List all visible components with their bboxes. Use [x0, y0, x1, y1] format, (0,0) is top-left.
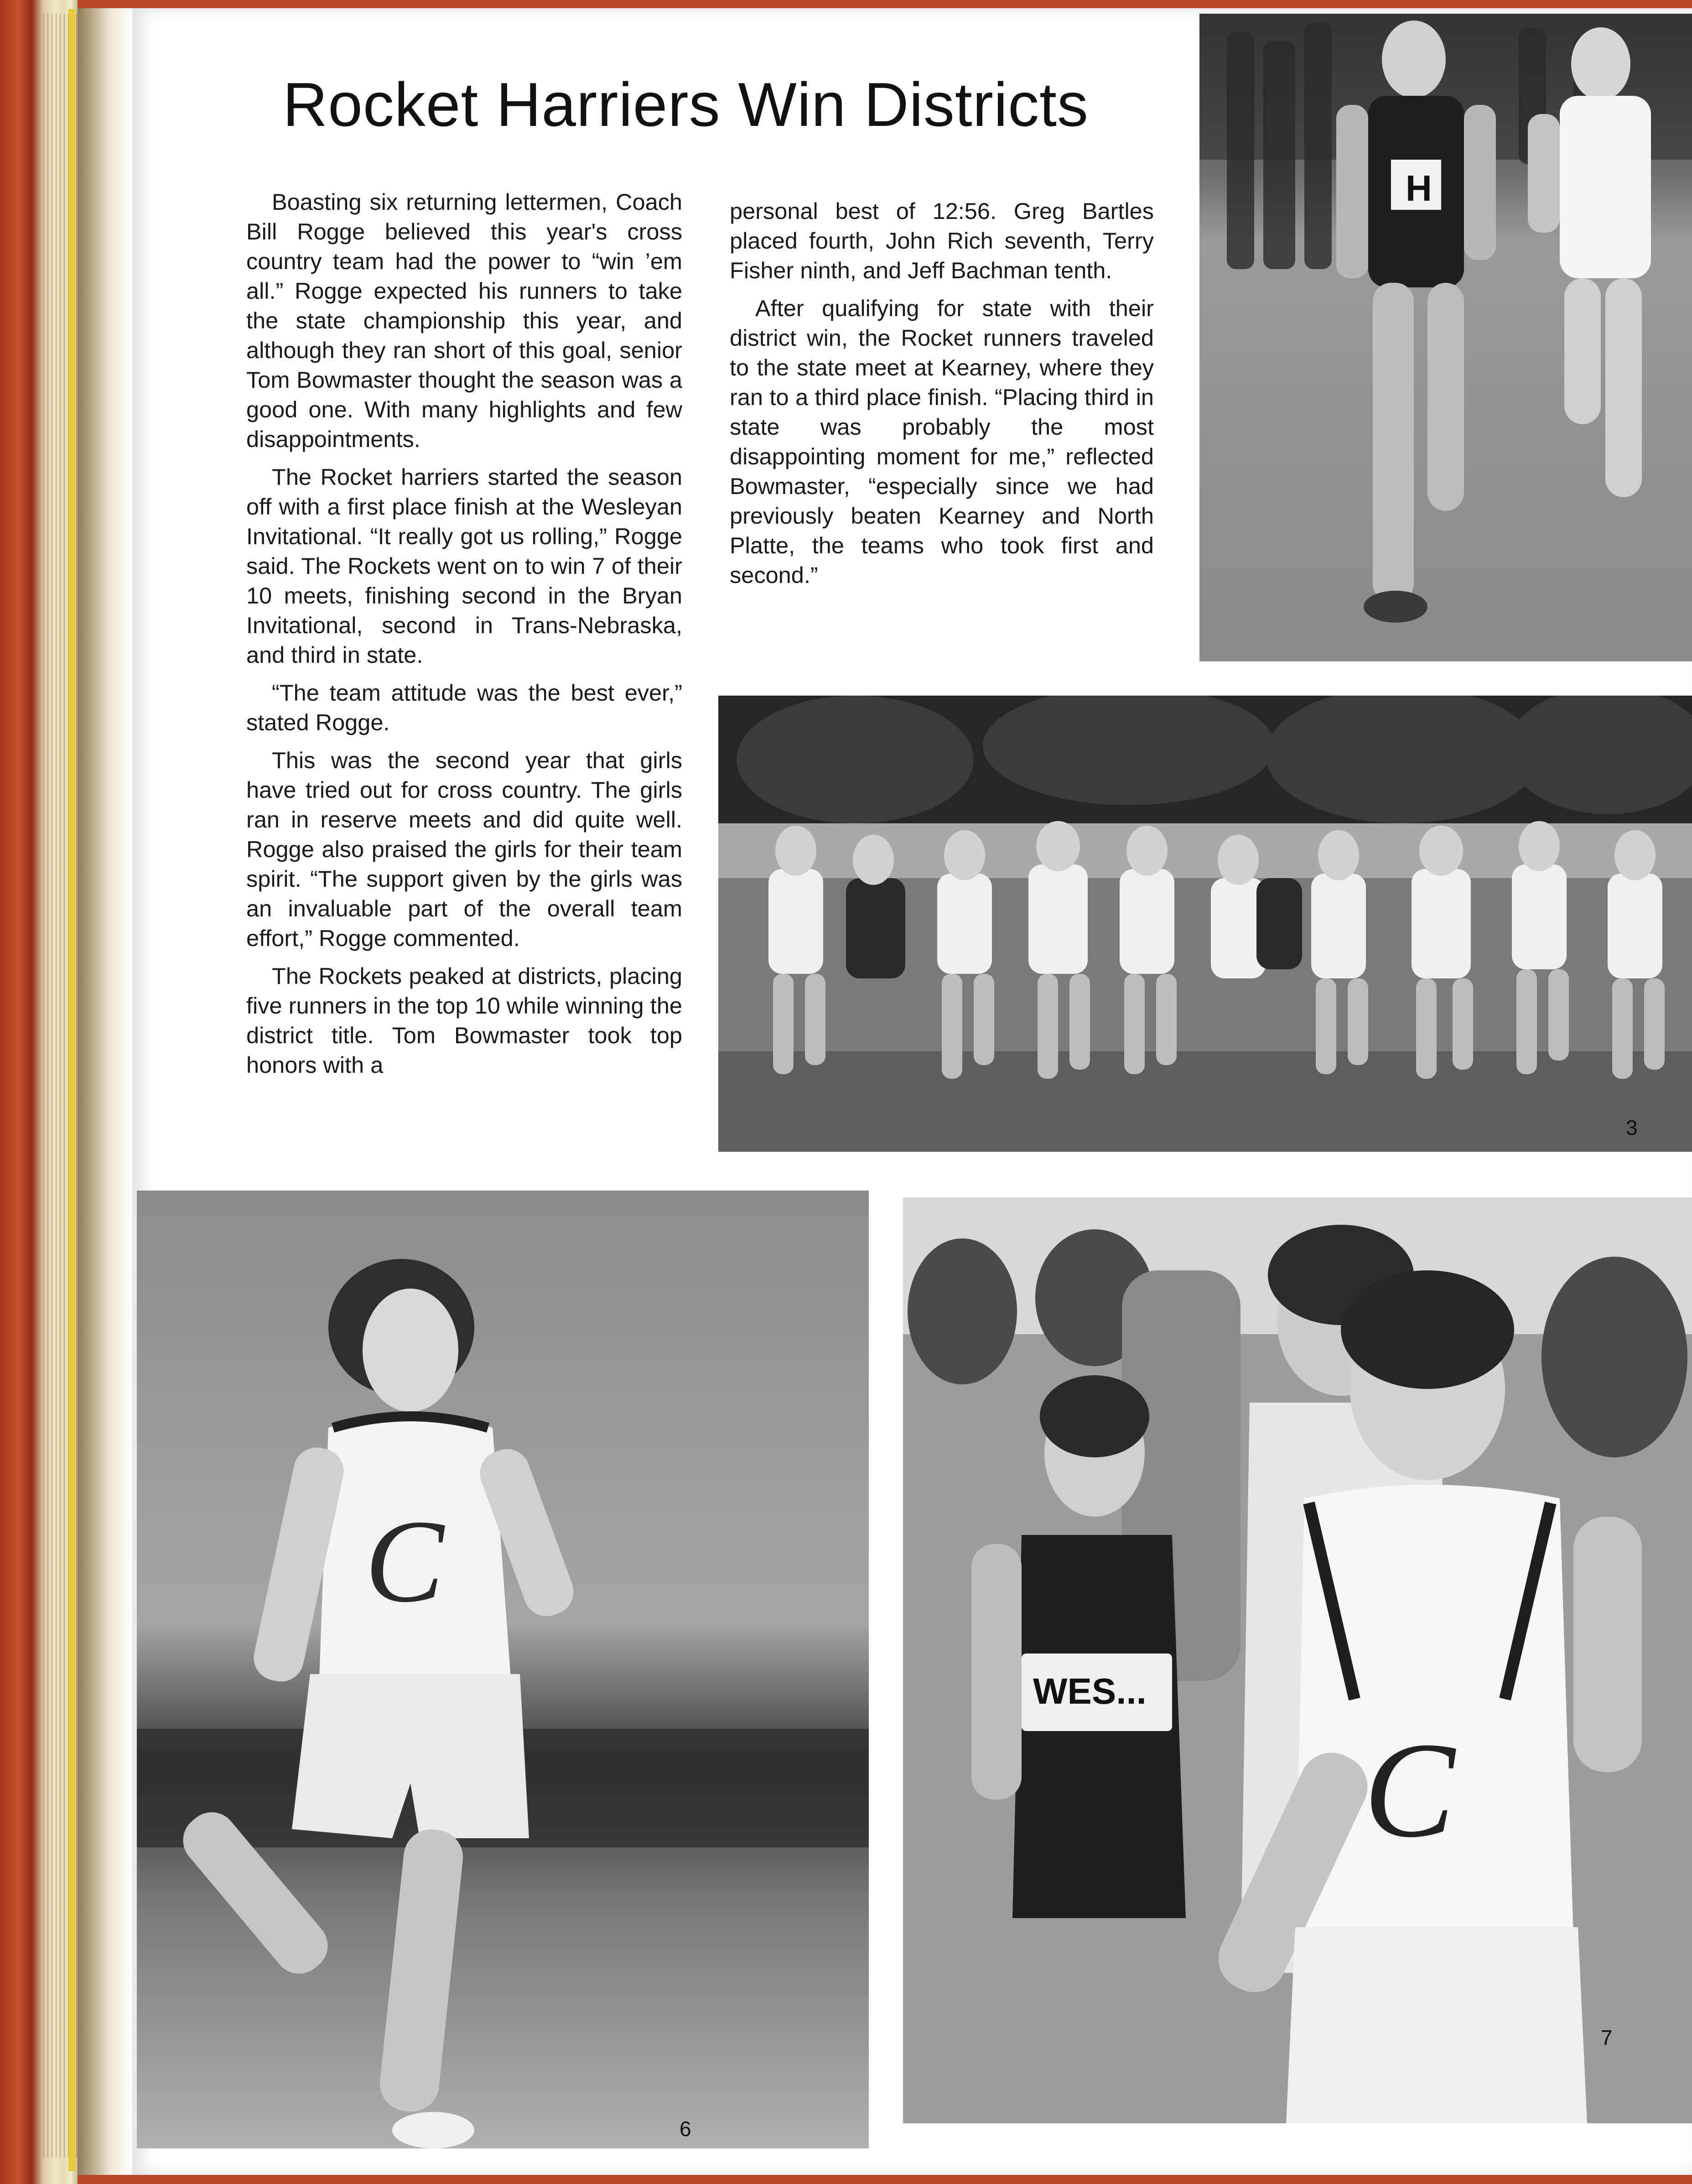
paragraph: The Rocket harriers started the season off with a first place finish at the Wesleyan Invitational. “It really got us rolling,” Rogge said. The Rockets went on to win 7 of their 10 meets, finishing second in the Bryan Invitational, second in Trans-Nebraska, and third in state.: [246, 464, 682, 668]
race-bib-text: WES...: [1033, 1671, 1147, 1711]
photo-two-runners: [1199, 14, 1692, 661]
jersey-letter: H: [1406, 168, 1432, 208]
gutter-shadow: [78, 8, 132, 2175]
photo-runner-pack-image: [903, 1197, 1692, 2123]
jersey-logo: C: [1364, 1714, 1455, 1866]
photo-number: 7: [1601, 2026, 1613, 2049]
paragraph: This was the second year that girls have tried out for cross country. The girls ran in reserve meets and did quite well. Rogge also praised the girls for their team spirit. “The support given by the girls was an invaluable part of the overall team effort,” Rogge commented.: [246, 747, 682, 951]
article-left-column: [246, 187, 682, 1088]
paragraph: The Rockets peaked at districts, placing five runners in the top 10 while winning the district title. Tom Bowmaster took top honors with a: [246, 963, 682, 1078]
book-binding: [0, 0, 78, 2184]
paragraph: “The team attitude was the best ever,” stated Rogge.: [246, 680, 682, 735]
photo-number: 6: [680, 2117, 691, 2141]
jersey-logo: C: [365, 1496, 444, 1627]
yellow-page-edge: [68, 9, 75, 2171]
photo-solo-runner: [137, 1191, 869, 2148]
photo-runner-pack: [903, 1197, 1692, 2123]
photo-solo-runner-image: [137, 1191, 869, 2148]
paragraph: personal best of 12:56. Greg Bartles placed fourth, John Rich seventh, Terry Fisher ninth, and Jeff Bachman tenth.: [730, 198, 1154, 283]
photo-two-runners-image: [1199, 14, 1692, 661]
paragraph: After qualifying for state with their district win, the Rocket runners traveled to the state meet at Kearney, where they ran to a third place finish. “Placing third in state was probably the most disappointing moment for me,” reflected Bowmaster, “especially since we had previously beaten Kearney and North Platte, the teams who took first and second.”: [730, 295, 1154, 588]
photo-race-start: [718, 696, 1692, 1152]
page-title: Rocket Harriers Win Districts: [283, 70, 1089, 139]
photo-race-start-image: [718, 696, 1692, 1152]
paragraph: Boasting six returning lettermen, Coach Bill Rogge believed this year's cross country team had the power to “win ’em all.” Rogge expected his runners to take the state championship this year, and although they ran short of this goal, senior Tom Bowmaster thought the season was a good one. With many highlights and few disappointments.: [246, 189, 682, 452]
article-right-column: [730, 196, 1154, 598]
photo-number: 3: [1626, 1116, 1638, 1139]
